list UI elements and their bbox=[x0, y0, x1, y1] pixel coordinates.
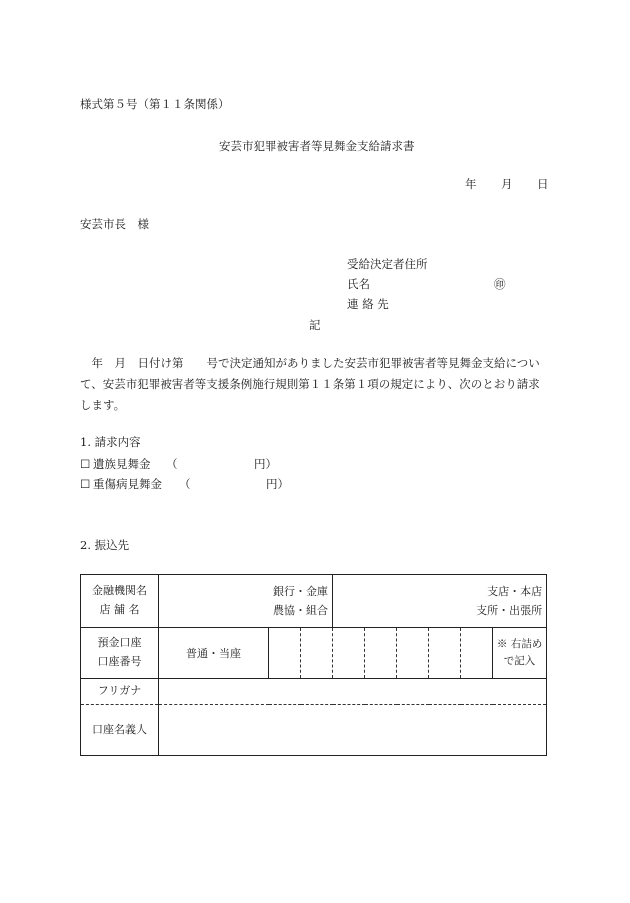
document-title: 安芸市犯罪被害者等見舞金支給請求書 bbox=[219, 139, 415, 153]
branch-type-2: 支所・出張所 bbox=[476, 603, 543, 617]
claim-label: 遺族見舞金 bbox=[93, 457, 151, 471]
ki-heading: 記 bbox=[309, 318, 321, 332]
seal-mark: ㊞ bbox=[494, 277, 506, 291]
date-day: 日 bbox=[537, 177, 549, 191]
furigana-row bbox=[81, 679, 547, 705]
account-digit-box[interactable] bbox=[429, 628, 461, 679]
addressee: 安芸市長 様 bbox=[80, 217, 149, 231]
account-digit-box[interactable] bbox=[461, 628, 493, 679]
account-holder-label: 口座名義人 bbox=[81, 705, 159, 756]
amount-open: （ bbox=[179, 477, 191, 491]
furigana-field[interactable] bbox=[159, 679, 547, 705]
furigana-label: フリガナ bbox=[81, 679, 159, 705]
amount-close: 円） bbox=[266, 477, 289, 491]
branch-type-1: 支店・本店 bbox=[487, 585, 543, 598]
branch-label: 店 舗 名 bbox=[99, 603, 140, 616]
institution-label-cell bbox=[81, 575, 159, 628]
account-row bbox=[81, 628, 547, 679]
account-digit-box[interactable] bbox=[269, 628, 301, 679]
checkbox[interactable]: ☐ bbox=[80, 457, 91, 471]
applicant-name-label: 氏名 bbox=[347, 277, 370, 291]
body-line: て、安芸市犯罪被害者等支援条例施行規則第１１条第１項の規定により、次のとおり請求 bbox=[80, 377, 540, 391]
applicant-contact-label: 連 絡 先 bbox=[347, 297, 389, 311]
section1-heading: 1. 請求内容 bbox=[80, 435, 141, 449]
account-holder-field[interactable] bbox=[159, 705, 547, 756]
note-line-1: ※ 右詰め bbox=[496, 638, 543, 651]
account-holder-row bbox=[81, 705, 547, 756]
account-digit-box[interactable] bbox=[333, 628, 365, 679]
body-line: 年 月 日付け第 号で決定通知がありました安芸市犯罪被害者等見舞金支給につい bbox=[80, 356, 540, 370]
account-digit-box[interactable] bbox=[365, 628, 397, 679]
body-line: します。 bbox=[80, 398, 126, 412]
bank-transfer-table bbox=[80, 574, 547, 756]
account-number-label: 口座番号 bbox=[97, 655, 142, 668]
applicant-address-label: 受給決定者住所 bbox=[347, 257, 428, 271]
account-digit-box[interactable] bbox=[301, 628, 333, 679]
institution-row bbox=[81, 575, 547, 628]
right-align-note-cell bbox=[493, 628, 547, 679]
checkbox[interactable]: ☐ bbox=[80, 477, 91, 491]
amount-open: （ bbox=[166, 457, 178, 471]
bank-name-cell[interactable] bbox=[159, 575, 333, 628]
account-label-cell bbox=[81, 628, 159, 679]
account-label: 預金口座 bbox=[97, 636, 142, 650]
claim-label: 重傷病見舞金 bbox=[93, 477, 162, 491]
account-digit-box[interactable] bbox=[397, 628, 429, 679]
bank-type-1: 銀行・金庫 bbox=[273, 585, 329, 598]
section2-heading: 2. 振込先 bbox=[80, 538, 130, 552]
note-line-2: で記入 bbox=[503, 655, 536, 667]
date-month: 月 bbox=[501, 177, 513, 191]
account-type[interactable]: 普通・当座 bbox=[159, 628, 269, 679]
institution-label: 金融機関名 bbox=[92, 584, 147, 598]
branch-name-cell[interactable] bbox=[333, 575, 547, 628]
bank-type-2: 農協・組合 bbox=[273, 603, 329, 617]
amount-close: 円） bbox=[254, 457, 277, 471]
form-number: 様式第５号（第１１条関係） bbox=[80, 97, 230, 111]
date-year: 年 bbox=[465, 177, 477, 191]
